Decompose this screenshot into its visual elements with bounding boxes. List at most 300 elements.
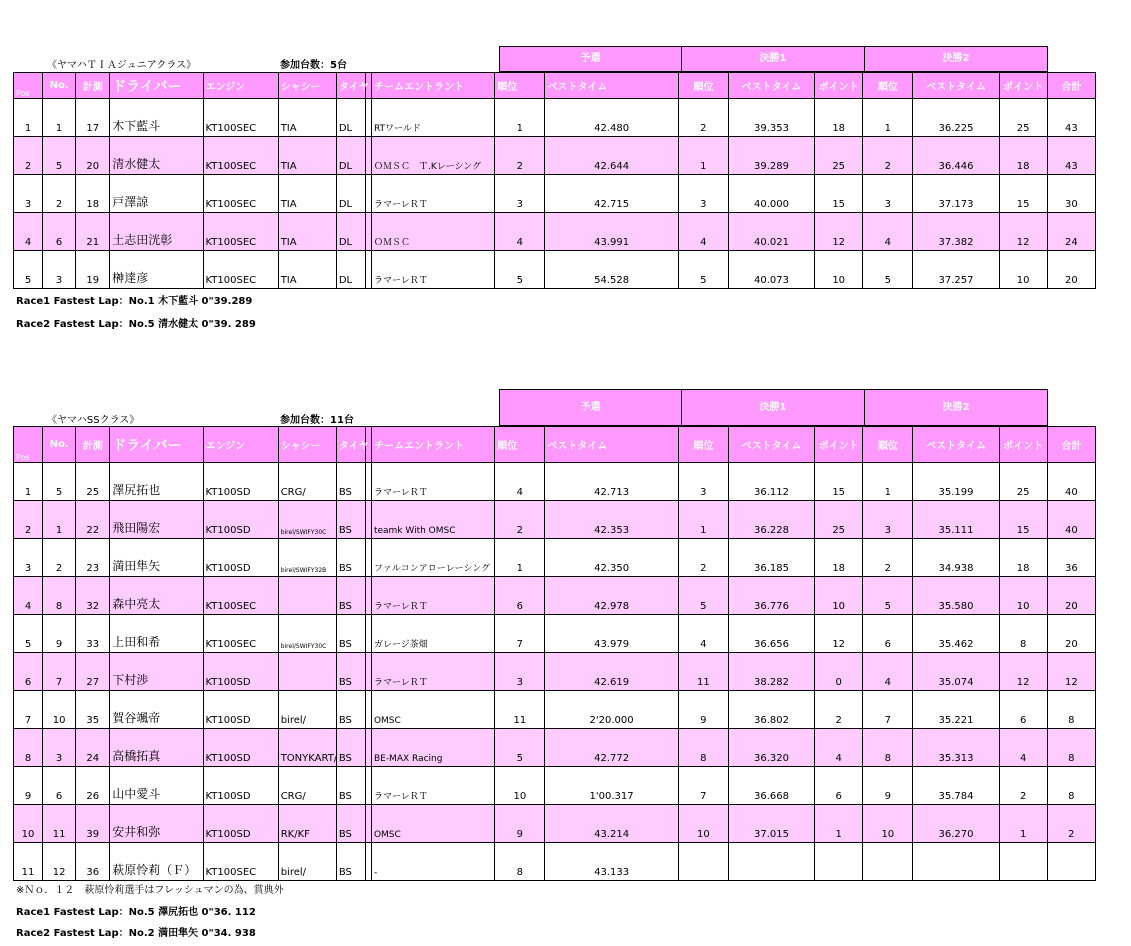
cell-q-rank: 3 xyxy=(495,175,545,213)
cell-f1-pt: 1 xyxy=(815,805,863,843)
cell-q-rank: 2 xyxy=(495,501,545,539)
cell-f1-rank: 3 xyxy=(678,175,728,213)
table-row xyxy=(14,691,1096,729)
fastest-lap-race2: Race2 Fastest Lap：No.5 清水健太 0"39. 289 xyxy=(16,319,256,330)
cell-chassis: TONYKART/ xyxy=(278,729,336,767)
cell-chassis: birel/SWIFY30C xyxy=(278,501,336,539)
cell-f2-time: 36.225 xyxy=(913,99,999,137)
table-row xyxy=(14,501,1096,539)
cell-team: ガレージ茶畑 xyxy=(371,615,494,653)
cell-q-time: 43.214 xyxy=(545,805,678,843)
col-team: チームエントラント xyxy=(371,73,494,99)
cell-f2-rank: 1 xyxy=(863,99,913,137)
cell-f2-time xyxy=(913,843,999,881)
cell-f1-rank: 2 xyxy=(678,99,728,137)
cell-engine: KT100SEC xyxy=(203,843,278,881)
cell-f1-rank: 7 xyxy=(678,767,728,805)
cell-chassis: birel/SWIFY32B xyxy=(278,539,336,577)
entry-count: 参加台数：5台 xyxy=(280,60,347,71)
cell-chassis: birel/ xyxy=(278,843,336,881)
results-section-junior xyxy=(13,46,1096,289)
table-row xyxy=(14,577,1096,615)
cell-pos: 3 xyxy=(14,175,43,213)
cell-no: 3 xyxy=(43,729,76,767)
fastest-lap-race2: Race2 Fastest Lap：No.2 満田隼矢 0"34. 938 xyxy=(16,928,256,939)
cell-f1-time: 36.668 xyxy=(728,767,814,805)
cell-keisoku: 17 xyxy=(76,99,110,137)
cell-no: 5 xyxy=(43,463,76,501)
cell-pos: 1 xyxy=(14,463,43,501)
cell-no: 11 xyxy=(43,805,76,843)
col-f2-rank: 順位 xyxy=(863,427,913,463)
cell-f2-rank: 7 xyxy=(863,691,913,729)
cell-team: OMSC xyxy=(371,691,494,729)
cell-total: 8 xyxy=(1047,767,1095,805)
cell-engine: KT100SEC xyxy=(203,577,278,615)
qualifying-header: 予選 xyxy=(499,46,682,72)
cell-q-time: 54.528 xyxy=(545,251,678,289)
cell-f2-time: 35.313 xyxy=(913,729,999,767)
cell-pos: 7 xyxy=(14,691,43,729)
cell-team: ラマーレＲＴ xyxy=(371,175,494,213)
class-title: 《ヤマハＴＩＡジュニアクラス》 xyxy=(47,60,197,71)
cell-no: 8 xyxy=(43,577,76,615)
cell-f2-pt: 15 xyxy=(999,501,1047,539)
cell-f2-pt: 6 xyxy=(999,691,1047,729)
cell-q-rank: 5 xyxy=(495,729,545,767)
cell-f2-time: 35.111 xyxy=(913,501,999,539)
cell-chassis: TIA xyxy=(278,213,336,251)
cell-team: teamk With OMSC xyxy=(371,501,494,539)
cell-q-rank: 6 xyxy=(495,577,545,615)
cell-pos: 6 xyxy=(14,653,43,691)
cell-engine: KT100SD xyxy=(203,729,278,767)
cell-f2-time: 35.580 xyxy=(913,577,999,615)
table-row xyxy=(14,99,1096,137)
cell-keisoku: 18 xyxy=(76,175,110,213)
col-chassis: シャシー xyxy=(278,73,336,99)
table-row xyxy=(14,137,1096,175)
cell-f1-pt: 15 xyxy=(815,463,863,501)
cell-team: OMSC xyxy=(371,805,494,843)
cell-f1-rank: 1 xyxy=(678,137,728,175)
table-row xyxy=(14,729,1096,767)
col-f2-point: ポイント xyxy=(999,73,1047,99)
table-row xyxy=(14,251,1096,289)
cell-f2-rank: 8 xyxy=(863,729,913,767)
cell-total: 24 xyxy=(1047,213,1095,251)
cell-f1-rank: 4 xyxy=(678,615,728,653)
cell-f2-pt: 10 xyxy=(999,577,1047,615)
cell-chassis: TIA xyxy=(278,251,336,289)
cell-f2-time: 37.382 xyxy=(913,213,999,251)
cell-chassis: TIA xyxy=(278,99,336,137)
cell-engine: KT100SD xyxy=(203,463,278,501)
cell-f1-time: 36.802 xyxy=(728,691,814,729)
header-row xyxy=(14,427,1096,463)
cell-no: 3 xyxy=(43,251,76,289)
col-pos: Pos xyxy=(14,427,43,463)
cell-total: 20 xyxy=(1047,615,1095,653)
cell-f1-time: 40.073 xyxy=(728,251,814,289)
cell-driver: 高橋拓真 xyxy=(110,729,203,767)
cell-q-rank: 2 xyxy=(495,137,545,175)
cell-f1-time: 38.282 xyxy=(728,653,814,691)
cell-f2-pt xyxy=(999,843,1047,881)
cell-f1-time xyxy=(728,843,814,881)
cell-f1-pt: 18 xyxy=(815,539,863,577)
cell-f1-rank: 8 xyxy=(678,729,728,767)
cell-f1-time: 40.000 xyxy=(728,175,814,213)
col-q-rank: 順位 xyxy=(495,427,545,463)
cell-driver: 澤尻拓也 xyxy=(110,463,203,501)
cell-f2-rank: 3 xyxy=(863,175,913,213)
cell-keisoku: 33 xyxy=(76,615,110,653)
cell-f1-time: 36.185 xyxy=(728,539,814,577)
cell-q-rank: 9 xyxy=(495,805,545,843)
cell-pos: 2 xyxy=(14,137,43,175)
cell-f1-time: 36.776 xyxy=(728,577,814,615)
cell-engine: KT100SEC xyxy=(203,99,278,137)
cell-f1-time: 36.112 xyxy=(728,463,814,501)
cell-chassis: CRG/ xyxy=(278,767,336,805)
cell-q-rank: 4 xyxy=(495,213,545,251)
cell-team: ＯＭＳＣ Ｔ.Kレーシング xyxy=(371,137,494,175)
cell-f2-time: 34.938 xyxy=(913,539,999,577)
cell-q-time: 42.772 xyxy=(545,729,678,767)
cell-total: 40 xyxy=(1047,463,1095,501)
col-f1-time: ベストタイム xyxy=(728,73,814,99)
cell-engine: KT100SD xyxy=(203,653,278,691)
cell-engine: KT100SEC xyxy=(203,251,278,289)
cell-driver: 萩原怜莉（Ｆ） xyxy=(110,843,203,881)
cell-f2-pt: 10 xyxy=(999,251,1047,289)
cell-f1-pt: 18 xyxy=(815,99,863,137)
cell-q-time: 42.713 xyxy=(545,463,678,501)
cell-f1-pt: 12 xyxy=(815,615,863,653)
cell-q-rank: 11 xyxy=(495,691,545,729)
cell-f1-rank: 11 xyxy=(678,653,728,691)
cell-engine: KT100SEC xyxy=(203,137,278,175)
cell-f2-rank: 4 xyxy=(863,653,913,691)
cell-no: 7 xyxy=(43,653,76,691)
cell-tire: BS xyxy=(336,539,365,577)
cell-chassis xyxy=(278,653,336,691)
cell-driver: 上田和希 xyxy=(110,615,203,653)
cell-f2-pt: 12 xyxy=(999,653,1047,691)
fastest-lap-race1: Race1 Fastest Lap：No.5 澤尻拓也 0"36. 112 xyxy=(16,907,256,918)
results-table xyxy=(13,72,1096,289)
cell-pos: 5 xyxy=(14,615,43,653)
cell-f1-pt xyxy=(815,843,863,881)
cell-keisoku: 24 xyxy=(76,729,110,767)
cell-f1-time: 39.289 xyxy=(728,137,814,175)
cell-f1-time: 37.015 xyxy=(728,805,814,843)
cell-q-time: 43.979 xyxy=(545,615,678,653)
col-driver: ドライバー xyxy=(110,427,203,463)
cell-driver: 森中亮太 xyxy=(110,577,203,615)
col-q-time: ベストタイム xyxy=(545,73,678,99)
cell-total: 8 xyxy=(1047,691,1095,729)
cell-f2-rank: 9 xyxy=(863,767,913,805)
cell-f1-rank: 4 xyxy=(678,213,728,251)
cell-keisoku: 36 xyxy=(76,843,110,881)
cell-no: 12 xyxy=(43,843,76,881)
table-row xyxy=(14,843,1096,881)
col-no: No. xyxy=(43,73,76,99)
cell-f1-pt: 10 xyxy=(815,577,863,615)
cell-f1-time: 39.353 xyxy=(728,99,814,137)
table-row xyxy=(14,767,1096,805)
cell-keisoku: 26 xyxy=(76,767,110,805)
cell-engine: KT100SEC xyxy=(203,175,278,213)
cell-team: - xyxy=(371,843,494,881)
cell-f2-time: 35.462 xyxy=(913,615,999,653)
cell-f1-time: 36.656 xyxy=(728,615,814,653)
cell-tire: DL xyxy=(336,137,365,175)
cell-total: 2 xyxy=(1047,805,1095,843)
cell-tire: BS xyxy=(336,729,365,767)
cell-total: 20 xyxy=(1047,251,1095,289)
cell-f2-time: 37.173 xyxy=(913,175,999,213)
cell-keisoku: 22 xyxy=(76,501,110,539)
cell-tire: DL xyxy=(336,213,365,251)
results-table xyxy=(13,426,1096,881)
cell-f2-time: 36.270 xyxy=(913,805,999,843)
cell-total: 36 xyxy=(1047,539,1095,577)
cell-f2-time: 35.199 xyxy=(913,463,999,501)
cell-tire: BS xyxy=(336,653,365,691)
col-pos: Pos xyxy=(14,73,43,99)
col-f1-point: ポイント xyxy=(815,427,863,463)
cell-team: ラマーレＲＴ xyxy=(371,653,494,691)
cell-f1-time: 40.021 xyxy=(728,213,814,251)
cell-tire: DL xyxy=(336,175,365,213)
cell-no: 2 xyxy=(43,539,76,577)
cell-f2-pt: 15 xyxy=(999,175,1047,213)
cell-f1-rank: 3 xyxy=(678,463,728,501)
cell-team: RTワールド xyxy=(371,99,494,137)
cell-engine: KT100SD xyxy=(203,691,278,729)
col-tire: タイヤ xyxy=(336,427,365,463)
cell-team: ラマーレＲＴ xyxy=(371,251,494,289)
col-tire: タイヤ xyxy=(336,73,365,99)
cell-f1-rank: 9 xyxy=(678,691,728,729)
cell-chassis: birel/SWIFY30C xyxy=(278,615,336,653)
col-q-rank: 順位 xyxy=(495,73,545,99)
cell-team: ラマーレＲＴ xyxy=(371,577,494,615)
cell-keisoku: 32 xyxy=(76,577,110,615)
cell-tire: DL xyxy=(336,99,365,137)
cell-pos: 4 xyxy=(14,213,43,251)
cell-pos: 9 xyxy=(14,767,43,805)
cell-chassis: CRG/ xyxy=(278,463,336,501)
cell-q-time: 43.991 xyxy=(545,213,678,251)
cell-total: 8 xyxy=(1047,729,1095,767)
cell-q-time: 42.715 xyxy=(545,175,678,213)
cell-q-time: 42.350 xyxy=(545,539,678,577)
cell-f1-rank: 5 xyxy=(678,577,728,615)
cell-q-rank: 10 xyxy=(495,767,545,805)
cell-keisoku: 21 xyxy=(76,213,110,251)
cell-f2-pt: 4 xyxy=(999,729,1047,767)
cell-keisoku: 39 xyxy=(76,805,110,843)
cell-q-time: 42.353 xyxy=(545,501,678,539)
cell-q-time: 42.480 xyxy=(545,99,678,137)
cell-total: 40 xyxy=(1047,501,1095,539)
cell-engine: KT100SEC xyxy=(203,615,278,653)
cell-no: 5 xyxy=(43,137,76,175)
cell-f1-rank: 2 xyxy=(678,539,728,577)
remark-note: ※Ｎｏ．１２ 萩原怜莉選手はフレッシュマンの為、賞典外 xyxy=(16,885,284,896)
cell-pos: 10 xyxy=(14,805,43,843)
cell-q-rank: 1 xyxy=(495,99,545,137)
entry-count: 参加台数：11台 xyxy=(280,415,354,426)
cell-tire: BS xyxy=(336,615,365,653)
col-f2-point: ポイント xyxy=(999,427,1047,463)
final2-header: 決勝2 xyxy=(864,389,1048,426)
table-row xyxy=(14,653,1096,691)
cell-f1-time: 36.228 xyxy=(728,501,814,539)
cell-tire: BS xyxy=(336,691,365,729)
cell-no: 6 xyxy=(43,767,76,805)
cell-f1-rank: 1 xyxy=(678,501,728,539)
cell-f2-rank: 10 xyxy=(863,805,913,843)
section-title-row xyxy=(13,46,1096,72)
cell-f1-rank: 10 xyxy=(678,805,728,843)
cell-team: BE-MAX Racing xyxy=(371,729,494,767)
col-f1-rank: 順位 xyxy=(678,427,728,463)
header-row xyxy=(14,73,1096,99)
cell-tire: BS xyxy=(336,805,365,843)
cell-driver: 賀谷颯帝 xyxy=(110,691,203,729)
cell-chassis: TIA xyxy=(278,175,336,213)
cell-engine: KT100SEC xyxy=(203,213,278,251)
cell-f2-time: 35.074 xyxy=(913,653,999,691)
col-f2-rank: 順位 xyxy=(863,73,913,99)
cell-q-time: 43.133 xyxy=(545,843,678,881)
table-row xyxy=(14,213,1096,251)
col-total: 合計 xyxy=(1047,73,1095,99)
cell-q-rank: 4 xyxy=(495,463,545,501)
cell-f1-pt: 0 xyxy=(815,653,863,691)
cell-no: 2 xyxy=(43,175,76,213)
col-f1-rank: 順位 xyxy=(678,73,728,99)
cell-driver: 満田隼矢 xyxy=(110,539,203,577)
cell-total: 12 xyxy=(1047,653,1095,691)
class-title: 《ヤマハSSクラス》 xyxy=(47,415,140,426)
cell-team: ＯＭＳＣ xyxy=(371,213,494,251)
cell-f2-pt: 1 xyxy=(999,805,1047,843)
cell-q-time: 1'00.317 xyxy=(545,767,678,805)
cell-f2-rank: 3 xyxy=(863,501,913,539)
cell-q-rank: 5 xyxy=(495,251,545,289)
col-total: 合計 xyxy=(1047,427,1095,463)
cell-pos: 11 xyxy=(14,843,43,881)
cell-q-time: 42.644 xyxy=(545,137,678,175)
cell-q-time: 42.619 xyxy=(545,653,678,691)
cell-f2-rank: 4 xyxy=(863,213,913,251)
cell-q-time: 42.978 xyxy=(545,577,678,615)
results-section-ss xyxy=(13,389,1096,881)
col-chassis: シャシー xyxy=(278,427,336,463)
fastest-lap-race1: Race1 Fastest Lap：No.1 木下藍斗 0"39.289 xyxy=(16,296,253,307)
cell-team: ラマーレＲＴ xyxy=(371,767,494,805)
cell-f1-pt: 6 xyxy=(815,767,863,805)
cell-f2-pt: 2 xyxy=(999,767,1047,805)
table-row xyxy=(14,463,1096,501)
col-engine: エンジン xyxy=(203,73,278,99)
cell-f2-pt: 8 xyxy=(999,615,1047,653)
cell-total xyxy=(1047,843,1095,881)
cell-no: 1 xyxy=(43,99,76,137)
cell-f2-time: 35.221 xyxy=(913,691,999,729)
cell-tire: BS xyxy=(336,463,365,501)
cell-engine: KT100SD xyxy=(203,501,278,539)
cell-tire: BS xyxy=(336,767,365,805)
col-keisoku: 計測 xyxy=(76,73,110,99)
col-q-time: ベストタイム xyxy=(545,427,678,463)
final1-header: 決勝1 xyxy=(681,46,865,72)
cell-f2-pt: 18 xyxy=(999,137,1047,175)
cell-pos: 8 xyxy=(14,729,43,767)
cell-f2-rank: 6 xyxy=(863,615,913,653)
cell-f2-rank: 5 xyxy=(863,577,913,615)
cell-chassis: birel/ xyxy=(278,691,336,729)
cell-f1-pt: 15 xyxy=(815,175,863,213)
cell-f2-rank: 2 xyxy=(863,137,913,175)
col-f1-point: ポイント xyxy=(815,73,863,99)
cell-f1-pt: 4 xyxy=(815,729,863,767)
table-row xyxy=(14,615,1096,653)
cell-chassis: RK/KF xyxy=(278,805,336,843)
cell-pos: 1 xyxy=(14,99,43,137)
cell-engine: KT100SD xyxy=(203,805,278,843)
cell-f1-time: 36.320 xyxy=(728,729,814,767)
cell-keisoku: 19 xyxy=(76,251,110,289)
cell-q-rank: 1 xyxy=(495,539,545,577)
cell-total: 43 xyxy=(1047,99,1095,137)
cell-driver: 安井和弥 xyxy=(110,805,203,843)
cell-f2-pt: 12 xyxy=(999,213,1047,251)
cell-keisoku: 27 xyxy=(76,653,110,691)
cell-f2-rank: 2 xyxy=(863,539,913,577)
cell-tire: BS xyxy=(336,843,365,881)
cell-driver: 下村渉 xyxy=(110,653,203,691)
qualifying-header: 予選 xyxy=(499,389,682,426)
cell-engine: KT100SD xyxy=(203,767,278,805)
cell-pos: 5 xyxy=(14,251,43,289)
cell-tire: BS xyxy=(336,577,365,615)
cell-f1-rank xyxy=(678,843,728,881)
col-no: No. xyxy=(43,427,76,463)
cell-driver: 土志田洸彰 xyxy=(110,213,203,251)
cell-driver: 山中愛斗 xyxy=(110,767,203,805)
cell-no: 1 xyxy=(43,501,76,539)
cell-engine: KT100SD xyxy=(203,539,278,577)
cell-keisoku: 35 xyxy=(76,691,110,729)
cell-f2-rank: 5 xyxy=(863,251,913,289)
cell-q-rank: 3 xyxy=(495,653,545,691)
cell-f1-pt: 25 xyxy=(815,501,863,539)
cell-f2-rank xyxy=(863,843,913,881)
cell-q-rank: 7 xyxy=(495,615,545,653)
cell-total: 20 xyxy=(1047,577,1095,615)
table-row xyxy=(14,539,1096,577)
section-title-row xyxy=(13,389,1096,426)
cell-pos: 2 xyxy=(14,501,43,539)
cell-keisoku: 23 xyxy=(76,539,110,577)
